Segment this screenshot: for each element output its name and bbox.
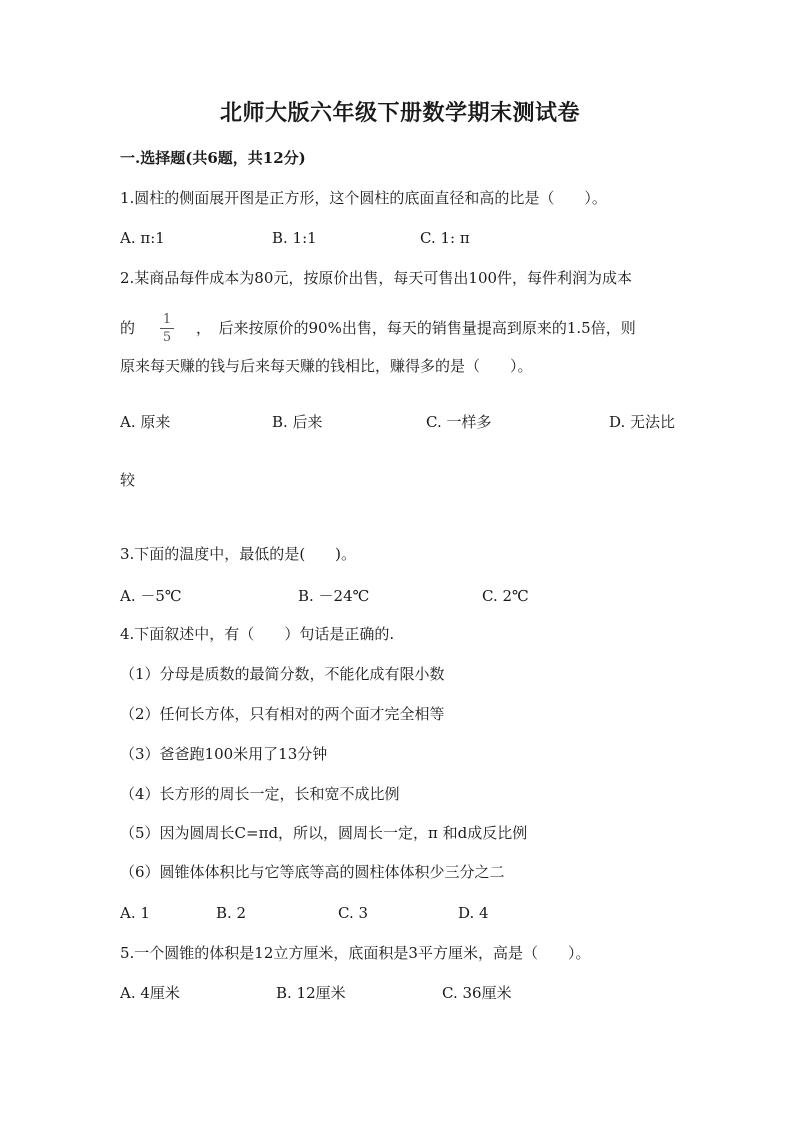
- question-4-option-d: D. 4: [458, 904, 489, 922]
- question-4-option-c: C. 3: [338, 904, 369, 922]
- question-1-option-b: B. 1:1: [272, 229, 317, 247]
- question-4-statement-3: （3）爸爸跑100米用了13分钟: [120, 745, 328, 763]
- question-2-stem-line2: ， 后来按原价的90%出售，每天的销售量提高到原来的1.5倍，则: [196, 319, 636, 337]
- question-5-option-a: A. 4厘米: [120, 984, 180, 1002]
- section-heading: 一.选择题(共6题，共12分): [120, 149, 306, 167]
- question-4-stem: 4.下面叙述中，有（ ）句话是正确的.: [120, 625, 395, 643]
- question-5-stem: 5.一个圆锥的体积是12立方厘米，底面积是3平方厘米，高是（ ）。: [120, 944, 591, 962]
- question-5-option-c: C. 36厘米: [442, 984, 512, 1002]
- question-4-statement-6: （6）圆锥体体积比与它等底等高的圆柱体体积少三分之二: [120, 863, 505, 881]
- question-1-option-c: C. 1: π: [420, 229, 470, 247]
- question-2-option-a: A. 原来: [120, 413, 171, 431]
- question-4-option-a: A. 1: [120, 904, 150, 922]
- question-2-option-d-wrap: 较: [120, 471, 136, 489]
- question-2-option-d: D. 无法比: [609, 413, 676, 431]
- question-3-option-c: C. 2℃: [482, 587, 529, 605]
- question-2-option-b: B. 后来: [272, 413, 323, 431]
- question-3-stem: 3.下面的温度中，最低的是( )。: [120, 545, 357, 563]
- question-4-statement-1: （1）分母是质数的最简分数，不能化成有限小数: [120, 665, 445, 683]
- question-4-statement-4: （4）长方形的周长一定，长和宽不成比例: [120, 785, 400, 803]
- question-1-stem: 1.圆柱的侧面展开图是正方形，这个圆柱的底面直径和高的比是（ ）。: [120, 189, 607, 207]
- question-2-stem-line3: 原来每天赚的钱与后来每天赚的钱相比，赚得多的是（ ）。: [120, 357, 533, 375]
- question-3-option-b: B. －24℃: [298, 587, 370, 605]
- question-3-option-a: A. －5℃: [120, 587, 182, 605]
- fraction-one-fifth: [158, 312, 176, 345]
- fraction-denominator: 5: [162, 330, 172, 345]
- page-title: 北师大版六年级下册数学期末测试卷: [219, 100, 580, 126]
- fraction-numerator: 1: [162, 312, 172, 327]
- fraction-bar: [160, 328, 174, 329]
- question-2-stem-line1: 2.某商品每件成本为80元，按原价出售，每天可售出100件，每件利润为成本: [120, 269, 633, 287]
- question-4-option-b: B. 2: [216, 904, 247, 922]
- question-2-stem-prefix: 的: [120, 319, 136, 337]
- question-4-statement-2: （2）任何长方体，只有相对的两个面才完全相等: [120, 705, 445, 723]
- question-2-option-c: C. 一样多: [426, 413, 492, 431]
- question-4-statement-5: （5）因为圆周长C=πd，所以，圆周长一定，π 和d成反比例: [120, 824, 528, 842]
- question-1-option-a: A. π:1: [120, 229, 165, 247]
- question-5-option-b: B. 12厘米: [276, 984, 346, 1002]
